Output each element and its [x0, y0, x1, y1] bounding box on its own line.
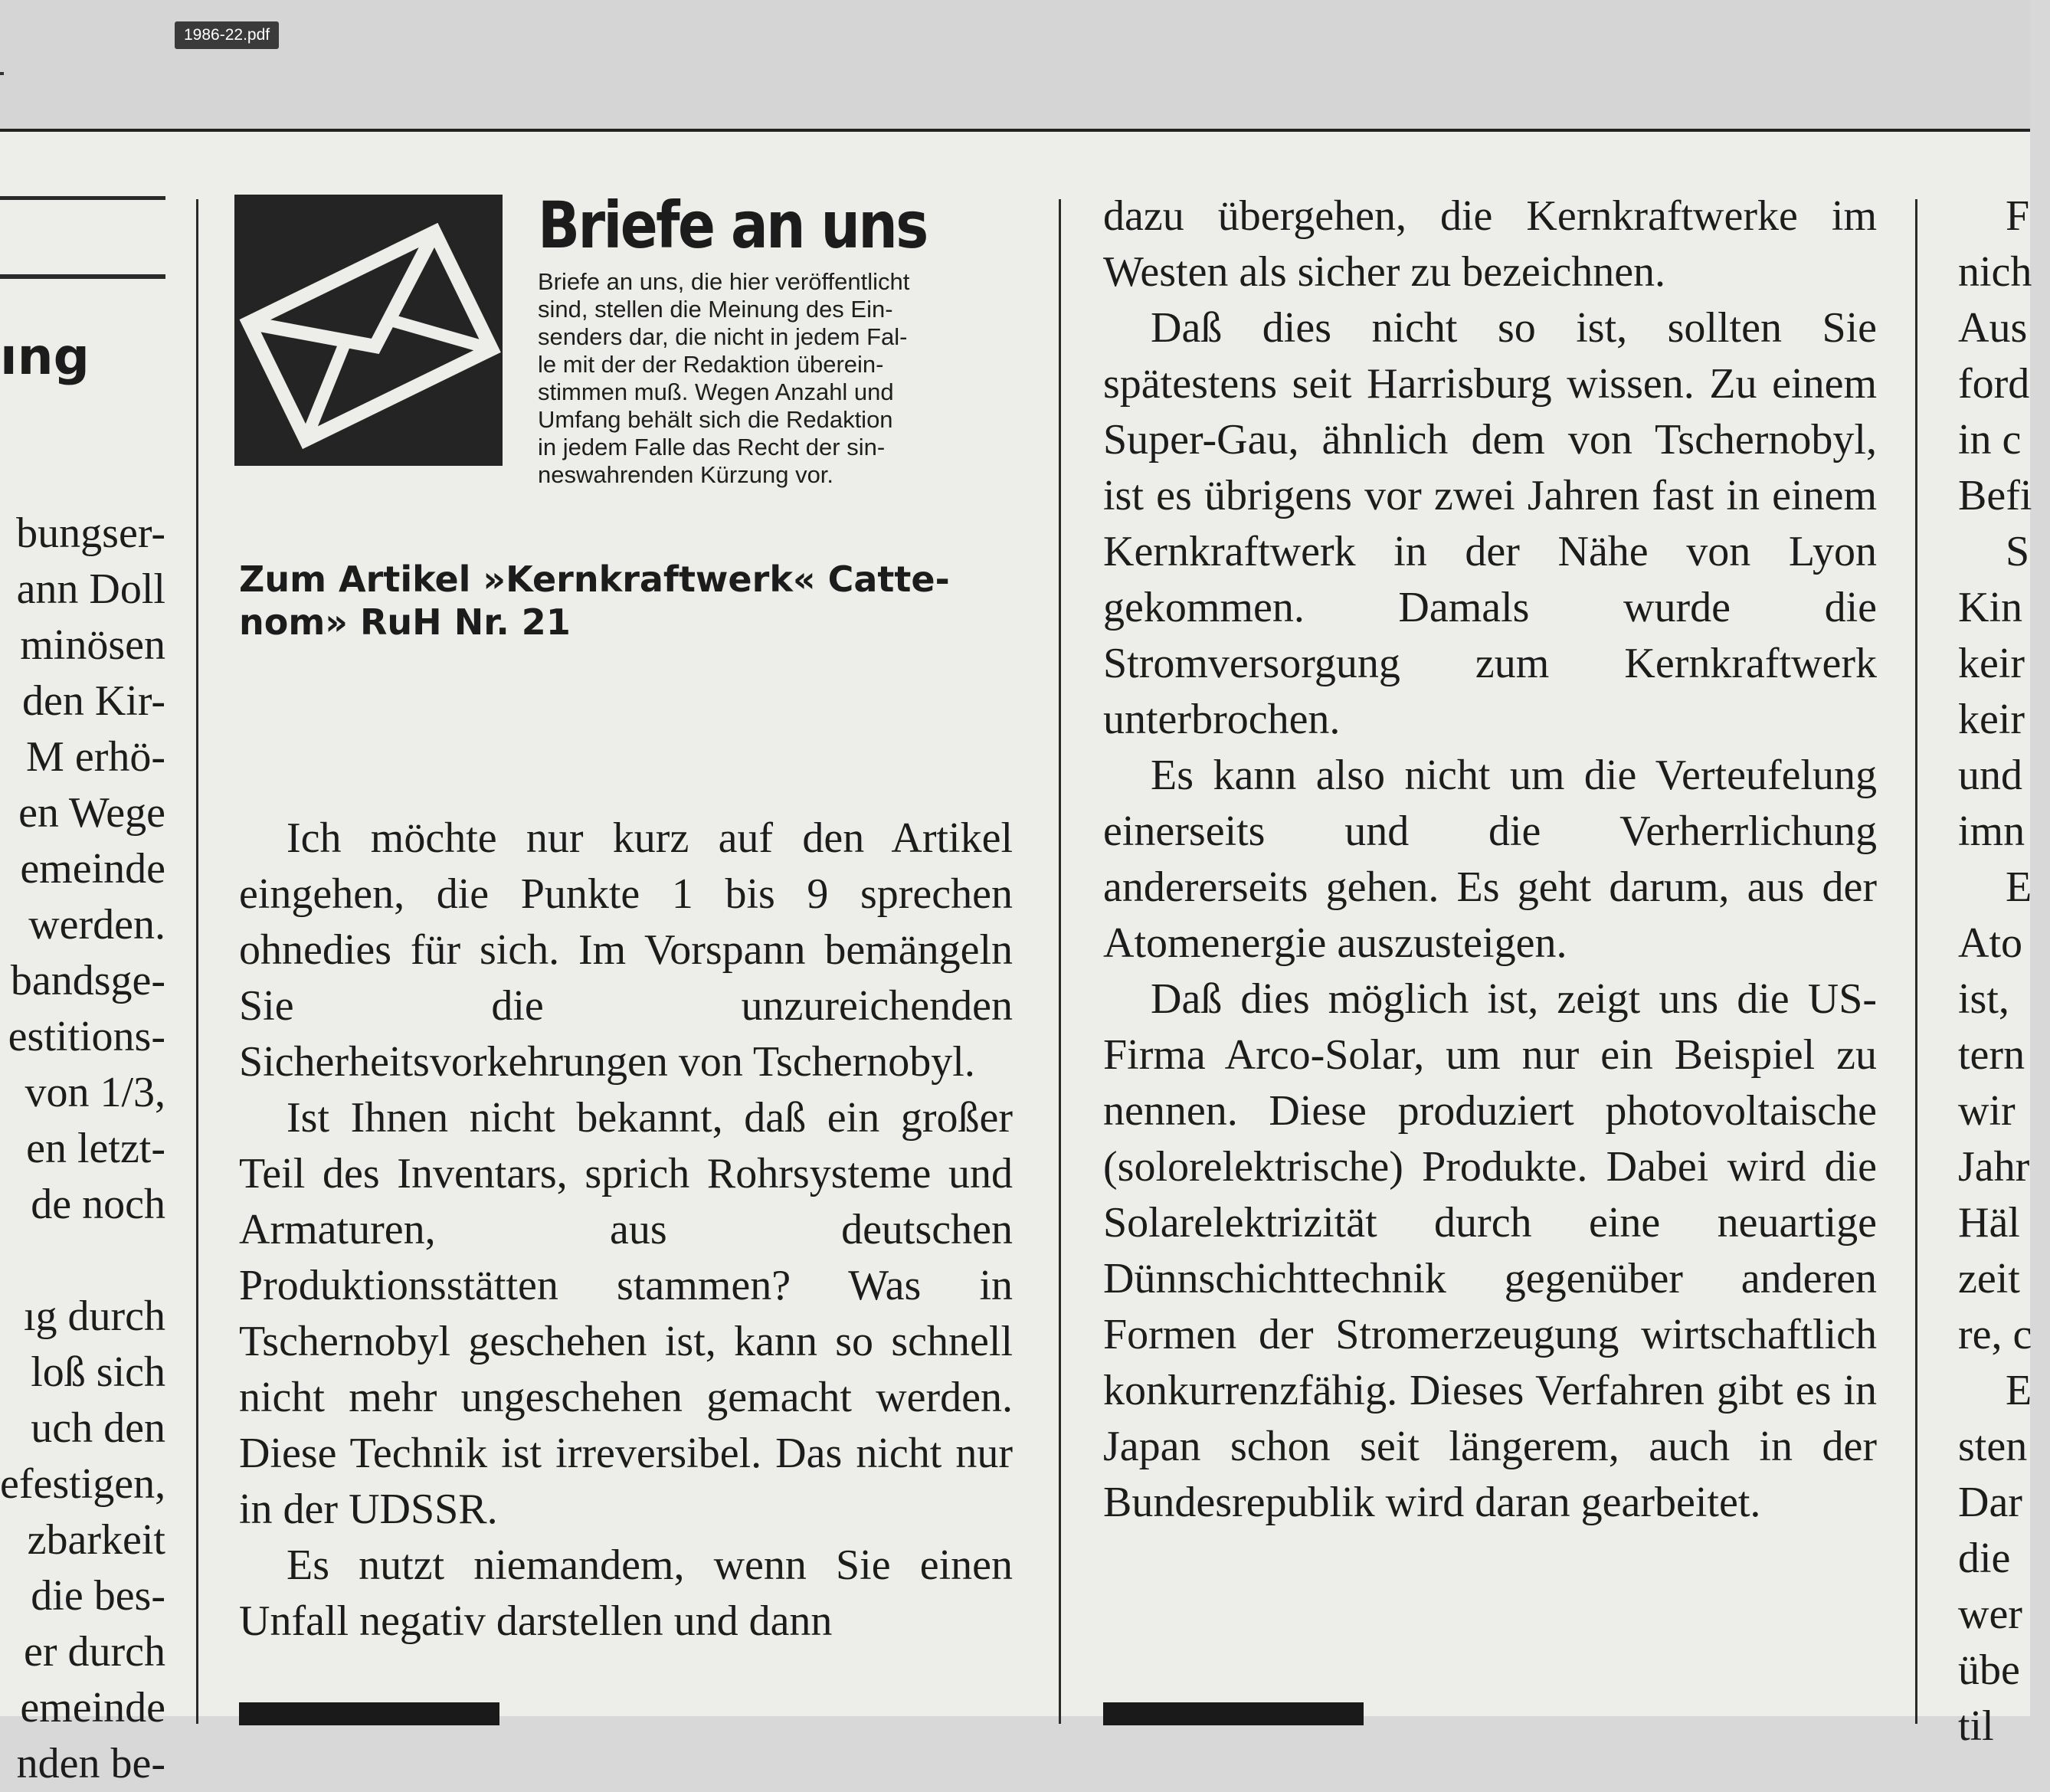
left-column-line: efestigen, — [0, 1460, 166, 1508]
right-column-line: sten — [1958, 1423, 2028, 1470]
right-column-line: übe — [1958, 1646, 2020, 1694]
left-column-line: bandsge- — [10, 957, 165, 1004]
right-column-line: til — [1958, 1702, 1994, 1750]
left-column-line: von 1/3, — [25, 1069, 165, 1116]
letter-paragraph: Ich möchte nur kurz auf den Artikel eingehen, die Punkte 1 bis 9 sprechen ohnedies für sich. Im Vorspann bemängeln Sie die unzureichenden Sicherheitsvorkehrungen von Tschernobyl. — [239, 814, 1013, 1086]
intro-line: neswahrenden Kürzung vor. — [538, 461, 834, 488]
letter-paragraph: Es nutzt niemandem, wenn Sie einen Unfall negativ darstellen und dann — [239, 1541, 1013, 1645]
intro-line: Briefe an uns, die hier veröffentlicht — [538, 268, 910, 295]
right-column-line: zeit — [1958, 1255, 2020, 1302]
right-column-line: ist, — [1958, 975, 2009, 1023]
left-rule-second — [0, 274, 165, 279]
left-column-line: ann Doll — [16, 565, 165, 613]
right-column-line: die — [1958, 1535, 2011, 1582]
envelope-icon — [234, 195, 503, 466]
letter-column-1 — [239, 811, 1013, 1649]
right-column-line: Jahr — [1958, 1143, 2030, 1191]
right-column-line: Häl — [1958, 1199, 2020, 1247]
next-article-icon-right — [1103, 1702, 1364, 1725]
left-rule-top — [0, 196, 165, 200]
left-column-line: den Kir- — [21, 677, 165, 725]
left-column-line: emeinde — [20, 1684, 165, 1731]
right-column-text — [1958, 188, 2050, 1754]
letter-headline — [239, 558, 1020, 644]
right-column-line: E — [2006, 1367, 2032, 1414]
right-column-line: re, c — [1958, 1311, 2032, 1358]
left-column-line: bungser- — [16, 509, 165, 557]
right-column-line: Aus — [1958, 304, 2028, 352]
left-column-text — [0, 506, 165, 1792]
left-column-line: nden be- — [16, 1740, 165, 1787]
column-rule-3 — [1915, 199, 1917, 1724]
letter-paragraph: dazu übergehen, die Kernkraftwerke im Westen als sicher zu bezeichnen. — [1103, 192, 1877, 296]
headline-line: nom» RuH Nr. 21 — [239, 601, 571, 643]
right-column-line: in c — [1958, 416, 2022, 464]
letter-paragraph: Daß dies nicht so ist, sollten Sie spätestens seit Harrisburg wissen. Zu einem Super-Gau, ähnlich dem von Tschernobyl, ist es übrigens vor zwei Jahren fast in einem Kernkraftwerk in der Nähe von Lyon gekommen. Damals wurde die Stromversorgung zum Kernkraftwerk unterbrochen. — [1103, 304, 1877, 743]
left-column-line: ıg durch — [23, 1292, 165, 1340]
right-column-line: wir — [1958, 1087, 2016, 1135]
intro-line: in jedem Falle das Recht der sin- — [538, 434, 886, 460]
right-column-line: Befi — [1958, 472, 2032, 519]
right-column-line: tern — [1958, 1031, 2025, 1079]
right-column-line: E — [2006, 863, 2032, 911]
left-column-line: emeinde — [20, 845, 165, 893]
intro-line: Umfang behält sich die Redaktion — [538, 406, 893, 433]
column-rule-1 — [196, 199, 198, 1724]
left-column-heading: ıng — [0, 327, 90, 386]
right-column-line: Ato — [1958, 919, 2022, 967]
right-column-line: Dar — [1958, 1479, 2022, 1526]
letter-paragraph: Es kann also nicht um die Verteufelung einerseits und die Verherrlichung andererseits gehen. Es geht darum, aus der Atomenergie auszusteigen. — [1103, 752, 1877, 967]
left-column-line: en Wege — [18, 789, 165, 837]
intro-line: stimmen muß. Wegen Anzahl und — [538, 378, 894, 405]
right-column-line: Kin — [1958, 584, 2022, 631]
left-column-line: zbarkeit — [27, 1516, 165, 1564]
right-column-line: imn — [1958, 808, 2025, 855]
viewer-toolbar — [0, 0, 2030, 129]
right-column-line: wer — [1958, 1591, 2022, 1638]
intro-line: sind, stellen die Meinung des Ein- — [538, 296, 893, 323]
section-intro — [538, 268, 1028, 489]
right-column-line: keir — [1958, 640, 2025, 687]
left-column-line: die bes- — [31, 1572, 165, 1620]
right-column-line: F — [2006, 192, 2030, 240]
right-column-line: keir — [1958, 696, 2025, 743]
left-column-line: de noch — [31, 1181, 165, 1228]
toolbar-divider — [0, 72, 4, 75]
intro-line: senders dar, die nicht in jedem Fal- — [538, 323, 908, 350]
right-column-line: und — [1958, 752, 2022, 799]
letter-paragraph: Ist Ihnen nicht bekannt, daß ein großer Teil des Inventars, sprich Rohrsysteme und Armaturen, aus deutschen Produktionsstätten stammen? Was in Tschernobyl geschehen ist, kann so schnell nicht mehr ungeschehen gemacht werden. Diese Technik ist irreversibel. Das nicht nur in der UDSSR. — [239, 1094, 1013, 1533]
right-column-line: ford — [1958, 360, 2030, 408]
section-title: Briefe an uns — [538, 188, 927, 263]
right-column-line: S — [2006, 528, 2030, 575]
left-column-line: estitions- — [8, 1013, 165, 1060]
letter-paragraph: Daß dies möglich ist, zeigt uns die US-Firma Arco-Solar, um nur ein Beispiel zu nennen. Diese produziert photovoltaische (solorelektrische) Produkte. Dabei wird die Solarelektrizität durch eine neuartige Dünnschichttechnik gegenüber anderen Formen der Stromerzeugung wirtschaftlich konkurrenzfähig. Dieses Verfahren gibt es in Japan schon seit längerem, auch in der Bundesrepublik wird daran gearbeitet. — [1103, 975, 1877, 1526]
left-column-line: minösen — [20, 621, 165, 669]
left-column-line: loß sich — [31, 1348, 165, 1396]
left-column-line: er durch — [23, 1628, 165, 1676]
headline-line: Zum Artikel »Kernkraftwerk« Catte- — [239, 559, 950, 600]
next-article-icon-left — [239, 1702, 499, 1725]
column-rule-2 — [1059, 199, 1061, 1724]
left-column-line — [0, 1233, 165, 1289]
filename-tab[interactable]: 1986-22.pdf — [175, 21, 279, 49]
letter-column-2 — [1103, 188, 1877, 1531]
intro-line: le mit der der Redaktion überein- — [538, 351, 884, 378]
left-column-line: en letzt- — [26, 1125, 165, 1172]
newspaper-page — [0, 129, 2032, 1787]
left-column-line: werden. — [28, 901, 165, 948]
right-column-line: nich — [1958, 248, 2032, 296]
left-column-line: M erhö- — [26, 733, 165, 781]
left-column-line: uch den — [31, 1404, 165, 1452]
